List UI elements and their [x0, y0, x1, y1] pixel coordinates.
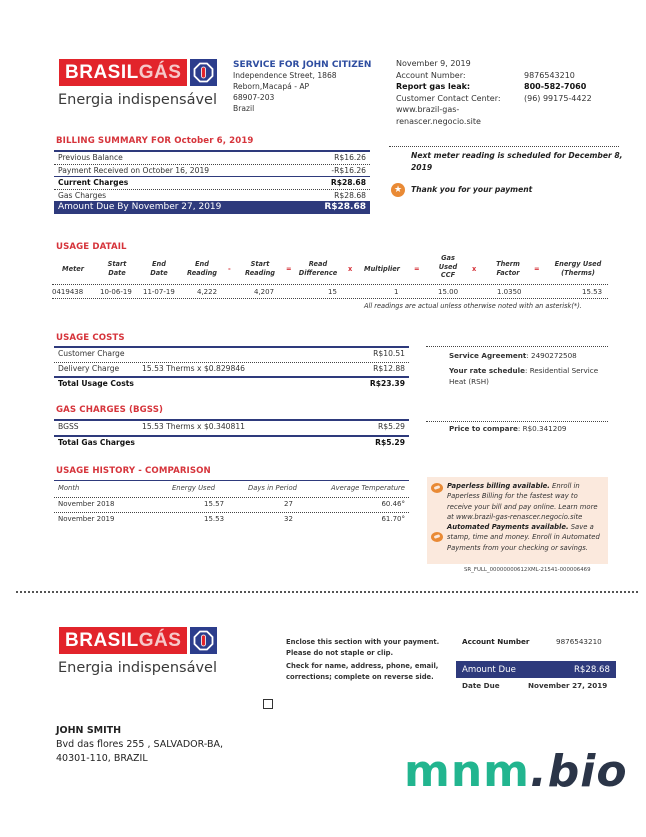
star-icon: ★: [391, 183, 405, 197]
price-label: Price to compare: [449, 424, 518, 433]
rate-value: Heat (RSH): [449, 377, 489, 386]
equals-operator: =: [534, 265, 540, 273]
cost-detail: 15.53 Therms x $0.829846: [142, 363, 246, 373]
col-meter: Meter: [62, 265, 84, 273]
price-value: : R$0.341209: [517, 424, 567, 433]
autopay-bullet-icon: [431, 532, 443, 542]
remit-account-value: 9876543210: [556, 637, 602, 646]
multiplier: 1: [394, 288, 399, 296]
energy-used: 15.53: [582, 288, 603, 296]
brand-logo: [59, 59, 217, 86]
divider: [52, 298, 608, 299]
usage-detail-title: USAGE DATAIL: [56, 242, 127, 252]
instruction-line: corrections; complete on reverse side.: [286, 672, 434, 681]
contact-center-phone[interactable]: (96) 99175-4422: [524, 93, 592, 103]
watermark-logo: mnm.bio: [404, 746, 628, 797]
gas-total-row: [54, 437, 409, 449]
remit-amount-due-value: R$28.68: [573, 664, 610, 675]
summary-row: [54, 177, 370, 189]
summary-label: Previous Balance: [58, 153, 123, 162]
cost-total-value: R$23.39: [369, 379, 405, 388]
divider: [389, 146, 619, 147]
instruction-line: Please do not staple or clip.: [286, 648, 394, 657]
amount-due-label: Amount Due By November 27, 2019: [58, 202, 222, 212]
summary-row: [54, 190, 370, 202]
service-address: [233, 60, 371, 114]
remit-date-due-value: November 27, 2019: [528, 681, 608, 690]
service-address-line: Brazil: [233, 104, 255, 113]
remit-amount-due-bar: [456, 661, 616, 678]
address-change-checkbox[interactable]: [263, 699, 273, 709]
service-address-line: 68907-203: [233, 93, 275, 102]
usage-history-table: [54, 480, 409, 526]
notice-line: Next meter reading is scheduled for December 8,: [411, 151, 623, 160]
service-address-line: Independence Street, 1868: [233, 71, 337, 80]
times-operator: x: [472, 265, 477, 273]
divider: [426, 421, 608, 422]
summary-value: -R$16.26: [331, 165, 366, 175]
paperless-promo: Paperless billing available. Enroll in Paperless Billing for the fastest way to receive your bill and pay online. Learn more at www.brazil-gas-renascer.negocio.site: [447, 482, 598, 521]
summary-label: Payment Received on October 16, 2019: [58, 165, 210, 175]
usage-costs-table: [54, 346, 409, 390]
col-start-reading: Start Reading: [244, 260, 276, 277]
gas-charges-title: GAS CHARGES (BGSS): [56, 405, 164, 415]
billing-summary-table: [54, 150, 370, 214]
col-therm-factor: Therm Factor: [496, 260, 520, 277]
gas-used: 15.00: [438, 288, 459, 296]
brand-emblem-icon: [190, 59, 217, 86]
summary-row: [54, 152, 370, 164]
charge-detail: 15.53 Therms x $0.340811: [142, 422, 246, 431]
gas-charges-table: [54, 419, 409, 448]
autopay-promo: Automated Payments available. Save a stamp, time and money. Enroll in Automated Payments from your checking or savings.: [447, 523, 600, 552]
gas-leak-phone[interactable]: 800-582-7060: [524, 82, 587, 91]
service-agreement: [449, 350, 604, 387]
gas-total-value: R$5.29: [375, 437, 405, 447]
history-col-temp: Average Temperature: [331, 484, 405, 492]
paperless-bullet-icon: [431, 483, 443, 493]
col-end-reading: End Reading: [186, 260, 218, 277]
col-gas-used: Gas Used CCF: [438, 254, 458, 279]
promo-box: [427, 477, 608, 564]
history-row: [54, 513, 409, 526]
usage-costs-title: USAGE COSTS: [56, 333, 125, 343]
notice-line: 2019: [411, 162, 433, 172]
billing-summary-title: BILLING SUMMARY FOR October 6, 2019: [56, 136, 254, 146]
history-days: 32: [284, 515, 293, 523]
cost-label: Customer Charge: [58, 349, 125, 358]
start-date: 10-06-19: [100, 288, 132, 296]
history-energy: 15.53: [204, 515, 225, 523]
gas-charge-row: [54, 421, 409, 433]
statement-date: November 9, 2019: [396, 59, 471, 68]
next-reading-notice: [411, 150, 623, 173]
service-address-line: Reborn,Macapá - AP: [233, 82, 310, 91]
equals-operator: =: [414, 265, 420, 273]
summary-value: R$28.68: [334, 190, 366, 200]
history-energy: 15.57: [204, 500, 225, 508]
document-code: SR_FULL_00000000612XML-21541-000006469: [464, 567, 591, 573]
recipient-address: [56, 724, 223, 766]
amount-due-value: R$28.68: [324, 202, 366, 212]
history-col-month: Month: [58, 484, 80, 492]
remit-date-due-label: Date Due: [462, 681, 500, 690]
history-col-days: Days in Period: [248, 484, 297, 492]
meter-number: 0419438: [52, 288, 84, 296]
history-days: 27: [284, 500, 293, 508]
end-date: 11-07-19: [143, 288, 175, 296]
brand-tagline: Energia indispensável: [58, 92, 217, 108]
col-start-date: Start Date: [107, 260, 127, 277]
history-temp: 60.46°: [381, 500, 405, 508]
price-to-compare: [449, 424, 566, 433]
history-month: November 2019: [58, 515, 115, 523]
cost-total-row: [54, 378, 409, 390]
read-difference: 15: [328, 288, 337, 296]
history-row: [54, 498, 409, 511]
summary-value: R$28.68: [330, 178, 366, 187]
history-header: [54, 481, 409, 494]
cost-row: [54, 363, 409, 375]
divider: [426, 346, 608, 347]
account-number-label: Account Number:: [396, 70, 466, 80]
brand-tagline: Energia indispensável: [58, 660, 217, 676]
cost-value: R$10.51: [373, 349, 405, 358]
thank-you-notice: Thank you for your payment: [411, 185, 533, 194]
instruction-line: Check for name, address, phone, email,: [286, 662, 439, 670]
agreement-label: Service Agreement: [449, 351, 527, 360]
cost-label: Delivery Charge: [58, 363, 120, 373]
summary-row: [54, 165, 370, 177]
usage-detail-row: [52, 286, 608, 298]
gas-total-label: Total Gas Charges: [58, 437, 135, 447]
remit-account-label: Account Number: [462, 637, 530, 646]
recipient-address-line: 40301-110, BRAZIL: [56, 753, 148, 764]
history-month: November 2018: [58, 500, 115, 508]
website-link[interactable]: renascer.negocio.site: [396, 116, 481, 126]
remit-amount-due-label: Amount Due: [462, 664, 516, 675]
recipient-name: JOHN SMITH: [56, 725, 122, 736]
summary-label: Current Charges: [58, 178, 129, 187]
summary-label: Gas Charges: [58, 190, 107, 200]
brand-emblem-icon: [190, 627, 217, 654]
account-info: [396, 58, 592, 127]
divider: [52, 284, 608, 285]
recipient-address-line: Bvd das flores 255 , SALVADOR-BA,: [56, 739, 223, 750]
cost-value: R$12.88: [373, 363, 405, 373]
agreement-value: : 2490272508: [526, 351, 577, 360]
summary-value: R$16.26: [334, 153, 366, 162]
tear-line: [16, 591, 638, 593]
charge-value: R$5.29: [377, 422, 405, 431]
cost-row: [54, 348, 409, 360]
col-read-difference: Read Difference: [298, 260, 338, 277]
remittance-instructions: [286, 637, 439, 682]
service-header: SERVICE FOR JOHN CITIZEN: [233, 60, 372, 70]
account-number-value: 9876543210: [524, 70, 575, 80]
times-operator: x: [348, 265, 353, 273]
end-reading: 4,222: [197, 288, 218, 296]
col-energy-used: Energy Used (Therms): [554, 260, 602, 277]
amount-due-bar: [54, 201, 370, 214]
brand-logo: [59, 627, 217, 654]
gas-leak-label: Report gas leak:: [396, 82, 471, 91]
brand-wordmark: BRASILGÁS: [59, 59, 187, 86]
cost-total-label: Total Usage Costs: [58, 379, 134, 388]
contact-center-label: Customer Contact Center:: [396, 93, 501, 103]
history-col-energy: Energy Used: [172, 484, 216, 492]
readings-note: All readings are actual unless otherwise noted with an asterisk(*).: [364, 302, 582, 310]
col-multiplier: Multiplier: [364, 265, 400, 273]
rate-value: : Residential Service: [524, 366, 599, 375]
equals-operator: =: [286, 265, 292, 273]
therm-factor: 1.0350: [497, 288, 522, 296]
usage-detail-header: [52, 256, 608, 284]
website-link[interactable]: www.brazil-gas-: [396, 105, 460, 114]
instruction-line: Enclose this section with your payment.: [286, 638, 440, 646]
usage-history-title: USAGE HISTORY - COMPARISON: [56, 466, 211, 476]
history-temp: 61.70°: [381, 515, 405, 523]
minus-operator: -: [228, 265, 231, 273]
brand-wordmark: BRASILGÁS: [59, 627, 187, 654]
charge-label: BGSS: [58, 422, 79, 431]
start-reading: 4,207: [254, 288, 275, 296]
col-end-date: End Date: [150, 260, 168, 277]
rate-label: Your rate schedule: [449, 366, 525, 375]
